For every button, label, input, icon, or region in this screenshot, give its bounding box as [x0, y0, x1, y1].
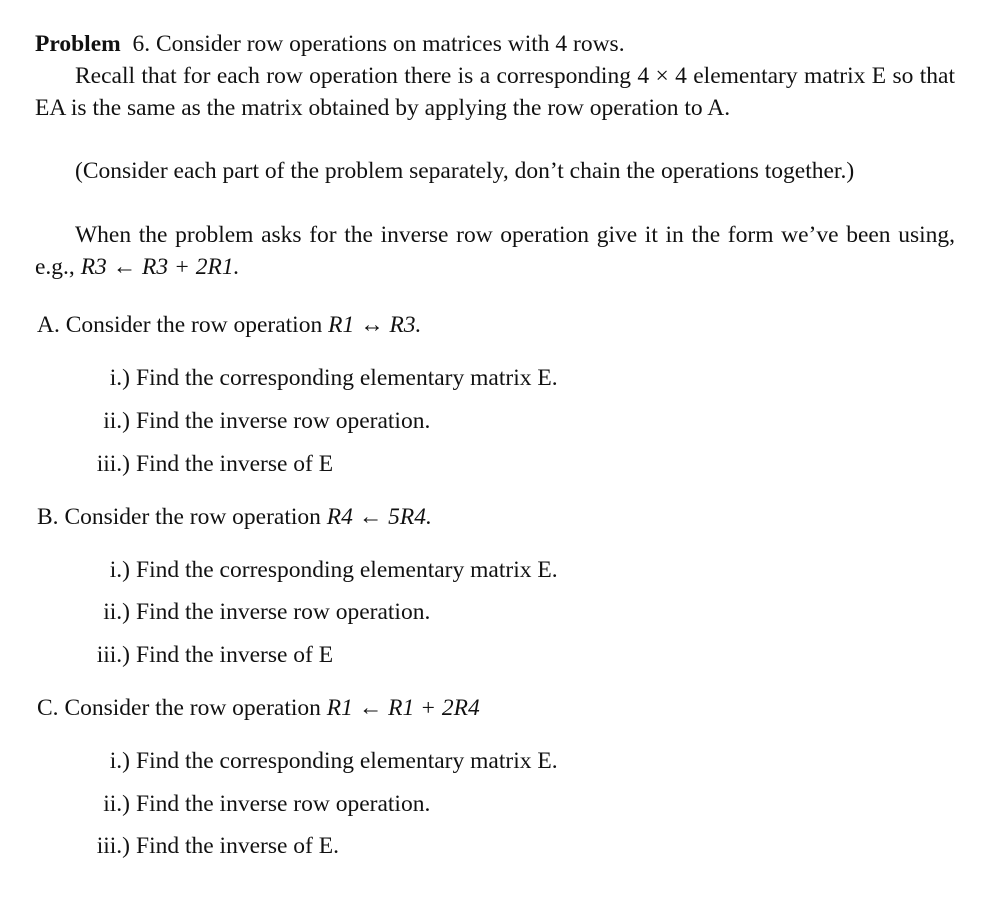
part-b-item-2-roman: ii.)	[103, 599, 130, 625]
problem-label: Problem	[35, 31, 121, 57]
part-b-item-2	[74, 596, 430, 628]
part-c-item-3-roman: iii.)	[96, 833, 130, 859]
problem-heading	[35, 28, 955, 60]
part-b-operation: R4 ← 5R4.	[326, 504, 432, 530]
part-a-item-1-text: Find the corresponding elementary matrix E.	[136, 365, 558, 391]
paragraph-inverse-form	[35, 219, 955, 283]
part-c-letter: C.	[37, 695, 59, 721]
part-a-text: Consider the row operation	[65, 312, 323, 338]
part-c-item-3	[74, 830, 339, 862]
part-a-item-2-roman: ii.)	[103, 408, 130, 434]
part-a-item-1	[74, 362, 558, 394]
part-b-item-1	[74, 554, 558, 586]
part-a-item-2-text: Find the inverse row operation.	[136, 408, 431, 434]
part-c-item-1	[74, 745, 558, 777]
part-c-item-2	[74, 788, 430, 820]
part-c-item-2-roman: ii.)	[103, 791, 130, 817]
part-c-text: Consider the row operation	[64, 695, 321, 721]
part-b-item-3-text: Find the inverse of E	[136, 642, 334, 668]
part-c-item-3-text: Find the inverse of E.	[136, 833, 339, 859]
problem-number: 6.	[132, 31, 151, 57]
part-b-letter: B.	[37, 504, 59, 530]
part-b-item-3	[74, 639, 333, 671]
part-a	[37, 309, 421, 341]
part-b-text: Consider the row operation	[64, 504, 321, 530]
part-a-item-3	[74, 448, 333, 480]
part-c-item-2-text: Find the inverse row operation.	[136, 791, 431, 817]
part-b-item-1-text: Find the corresponding elementary matrix E.	[136, 557, 558, 583]
part-c-operation: R1 ← R1 + 2R4	[326, 695, 480, 721]
problem-intro: Consider row operations on matrices with 4 rows.	[155, 31, 625, 57]
part-c-item-1-text: Find the corresponding elementary matrix E.	[136, 748, 558, 774]
part-a-item-3-roman: iii.)	[96, 451, 130, 477]
part-b	[37, 501, 432, 533]
paragraph-inverse-form-text: When the problem asks for the inverse row operation give it in the form we’ve been using, e.g.,	[35, 222, 955, 280]
part-a-operation: R1 ↔ R3.	[328, 312, 422, 338]
paragraph-separately: (Consider each part of the problem separately, don’t chain the operations together.)	[75, 158, 855, 184]
part-b-item-1-roman: i.)	[109, 557, 130, 583]
part-a-item-3-text: Find the inverse of E	[136, 451, 334, 477]
part-c	[37, 692, 480, 724]
paragraph-elementary-matrix: Recall that for each row operation there is a corresponding 4 × 4 elementary matrix E so that EA is the same as the matrix obtained by applying the row operation to A.	[35, 63, 955, 121]
part-a-item-1-roman: i.)	[109, 365, 130, 391]
part-a-letter: A.	[37, 312, 60, 338]
part-a-item-2	[74, 405, 430, 437]
part-c-item-1-roman: i.)	[109, 748, 130, 774]
part-b-item-3-roman: iii.)	[96, 642, 130, 668]
example-operation: R3 ← R3 + 2R1.	[80, 254, 240, 280]
part-b-item-2-text: Find the inverse row operation.	[136, 599, 431, 625]
